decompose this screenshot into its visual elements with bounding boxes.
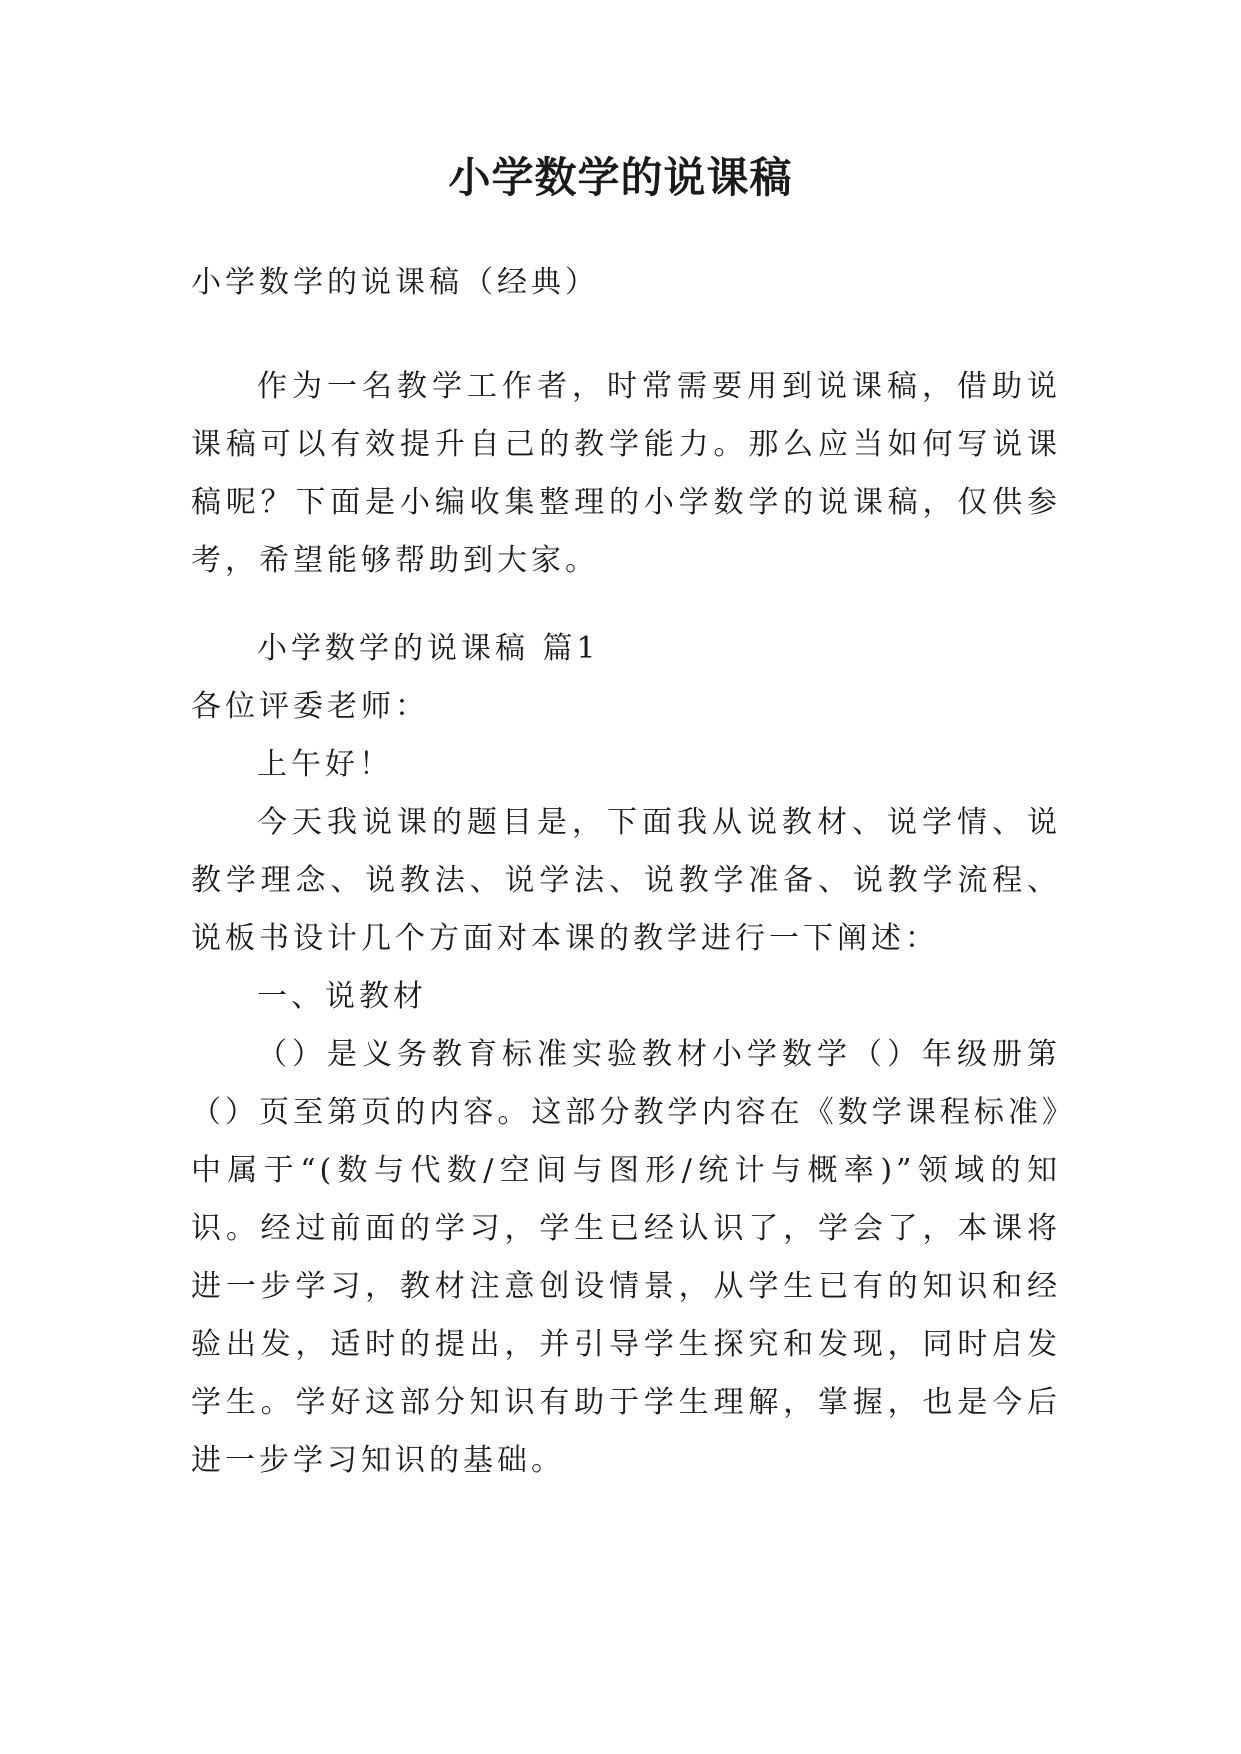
salutation: 各位评委老师：	[191, 689, 429, 724]
textbook-section	[191, 1026, 1061, 1490]
document-subtitle: 小学数学的说课稿（经典）	[191, 265, 599, 300]
intro-section	[191, 358, 1061, 590]
overview-section	[191, 794, 1061, 968]
part-one-heading: 一、说教材	[257, 979, 427, 1014]
document-title: 小学数学的说课稿	[448, 153, 793, 202]
greeting: 上午好！	[257, 747, 393, 782]
textbook-paragraph: （）是义务教育标准实验教材小学数学（）年级册第（）页至第页的内容。这部分教学内容在《数学课程标准》中属于“(数与代数/空间与图形/统计与概率)”领域的知识。经过前面的学习，学生已经认识了，学会了，本课将进一步学习，教材注意创设情景，从学生已有的知识和经验出发，适时的提出，并引导学生探究和发现，同时启发学生。学好这部分知识有助于学生理解，掌握，也是今后进一步学习知识的基础。	[191, 1037, 1061, 1478]
intro-paragraph: 作为一名教学工作者，时常需要用到说课稿，借助说课稿可以有效提升自己的教学能力。那么应当如何写说课稿呢？下面是小编收集整理的小学数学的说课稿，仅供参考，希望能够帮助到大家。	[191, 369, 1061, 578]
overview-paragraph: 今天我说课的题目是，下面我从说教材、说学情、说教学理念、说教法、说学法、说教学准备、说教学流程、说板书设计几个方面对本课的教学进行一下阐述：	[191, 805, 1061, 956]
section-heading: 小学数学的说课稿 篇1	[257, 631, 600, 666]
